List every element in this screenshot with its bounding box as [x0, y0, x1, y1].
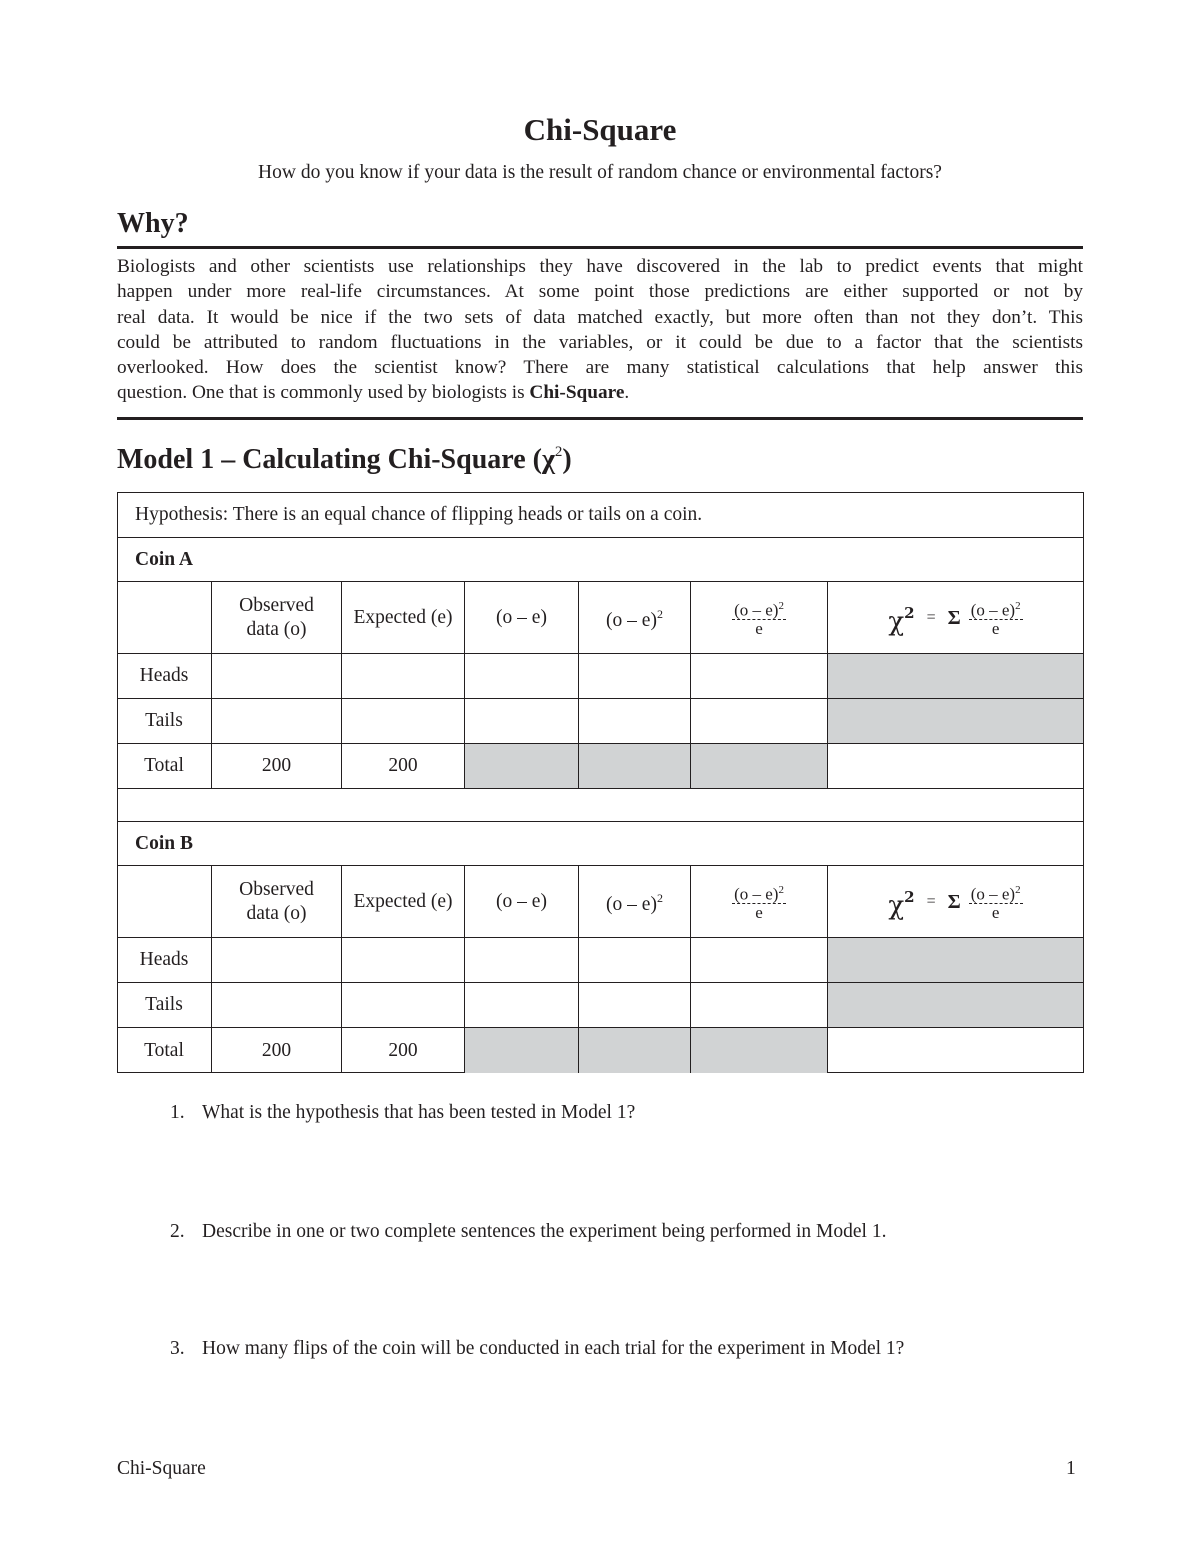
row-label: Tails: [117, 983, 212, 1028]
header-o-minus-e: (o – e): [465, 582, 579, 654]
header-blank: [117, 866, 212, 938]
question-number: 2.: [170, 1221, 185, 1242]
coin-title: Coin B: [117, 822, 1083, 866]
header-observed: [212, 866, 342, 938]
page-title: Chi-Square: [523, 112, 677, 147]
observed-label: Observed data (o): [239, 594, 314, 640]
fraction: [969, 881, 1023, 923]
why-last-bold: Chi-Square: [529, 382, 625, 404]
row-label: Tails: [117, 699, 212, 744]
blank-cell: [465, 699, 579, 744]
why-line: happen under more real-life circumstances. At some point those predictions are either supported or not by: [117, 281, 1083, 303]
equals-sign: =: [926, 892, 936, 910]
chi-symbol: $\chi^2$: [888, 604, 915, 637]
fraction-denominator: e: [991, 619, 1000, 639]
model-heading: [117, 444, 572, 476]
header-chi-square: [828, 582, 1083, 654]
row-label: Total: [117, 744, 212, 789]
row-label: Heads: [117, 938, 212, 983]
blank-cell: [579, 654, 691, 699]
question-number: 3.: [170, 1338, 185, 1359]
header-expected: Expected (e): [342, 582, 465, 654]
fraction-denominator: e: [755, 619, 763, 639]
row-label: Heads: [117, 654, 212, 699]
row-label: Total: [117, 1028, 212, 1073]
page-number: 1: [1066, 1458, 1076, 1479]
blank-cell: [691, 654, 828, 699]
why-line: real data. It would be nice if the two sets of data matched exactly, but more often than not they don’t. This: [117, 306, 1083, 328]
header-chi-square: [828, 866, 1083, 938]
blank-cell: [579, 938, 691, 983]
equals-sign: =: [926, 608, 936, 626]
fraction: [732, 597, 786, 639]
fraction-numerator: (o – e)$^2$: [732, 881, 786, 905]
blank-cell: [579, 983, 691, 1028]
question-1: [170, 1102, 635, 1124]
fraction: [732, 881, 786, 923]
fraction-numerator: (o – e)$^2$: [969, 597, 1023, 621]
expected-cell: [342, 983, 465, 1028]
why-line: could be attributed to random fluctuations in the variables, or it could be due to a factor that the scientists: [117, 331, 1083, 353]
divider: [117, 417, 1083, 420]
question-2: [170, 1221, 886, 1243]
blank-cell: [691, 938, 828, 983]
footer-title: Chi-Square: [117, 1458, 206, 1479]
question-text: Describe in one or two complete sentences the experiment being performed in Model 1.: [202, 1221, 887, 1242]
expected-cell: [342, 654, 465, 699]
fraction-denominator: e: [755, 903, 763, 923]
chi-square-total-cell: [828, 744, 1083, 789]
model-heading-close: ): [562, 444, 572, 475]
blank-cell: [465, 654, 579, 699]
divider: [117, 246, 1083, 249]
shaded-cell: [465, 1028, 579, 1073]
shaded-cell: [691, 744, 828, 789]
fraction-denominator: e: [991, 903, 1000, 923]
observed-cell: [212, 699, 342, 744]
header-fraction: [691, 582, 828, 654]
blank-cell: [465, 983, 579, 1028]
model-heading-sup: 2: [554, 444, 563, 460]
model-heading-text: Model 1 – Calculating Chi-Square (χ: [117, 444, 555, 475]
question-number: 1.: [170, 1102, 185, 1123]
observed-label: Observed data (o): [239, 878, 314, 924]
shaded-cell: [828, 938, 1083, 983]
fraction-numerator: (o – e)$^2$: [732, 597, 786, 621]
header-expected: Expected (e): [342, 866, 465, 938]
header-observed: [212, 582, 342, 654]
why-paragraph: [117, 254, 1083, 406]
shaded-cell: [691, 1028, 828, 1073]
observed-cell: 200: [212, 744, 342, 789]
fraction-numerator: (o – e)$^2$: [969, 881, 1023, 905]
shaded-cell: [828, 654, 1083, 699]
why-last-suffix: .: [624, 382, 630, 404]
why-line: Biologists and other scientists use relationships they have discovered in the lab to predict events that might: [117, 256, 1083, 277]
chi-square-formula: [888, 881, 1022, 923]
observed-cell: [212, 654, 342, 699]
shaded-cell: [579, 744, 691, 789]
blank-cell: [579, 699, 691, 744]
observed-cell: [212, 983, 342, 1028]
sigma-symbol: Σ: [947, 890, 961, 913]
blank-cell: [465, 938, 579, 983]
sigma-symbol: Σ: [947, 606, 961, 629]
header-o-minus-e-squared: (o – e)$^2$: [579, 866, 691, 938]
table-spacer: [117, 789, 1083, 822]
coin-title: Coin A: [117, 538, 1083, 582]
page-subtitle: How do you know if your data is the result of random chance or environmental factors?: [258, 162, 942, 183]
header-blank: [117, 582, 212, 654]
blank-cell: [691, 699, 828, 744]
blank-cell: [691, 983, 828, 1028]
fraction: [969, 597, 1023, 639]
expected-cell: 200: [342, 744, 465, 789]
expected-cell: [342, 938, 465, 983]
why-last-prefix: question. One that is commonly used by biologists is: [117, 382, 530, 404]
observed-cell: 200: [212, 1028, 342, 1073]
why-line: overlooked. How does the scientist know? There are many statistical calculations that help answer this: [117, 357, 1083, 379]
header-o-minus-e-squared: (o – e)$^2$: [579, 582, 691, 654]
shaded-cell: [828, 983, 1083, 1028]
hypothesis-row: Hypothesis: There is an equal chance of flipping heads or tails on a coin.: [117, 492, 1083, 538]
why-line-last: [117, 380, 1083, 405]
expected-cell: [342, 699, 465, 744]
shaded-cell: [579, 1028, 691, 1073]
header-o-minus-e: (o – e): [465, 866, 579, 938]
shaded-cell: [828, 699, 1083, 744]
chi-square-formula: [888, 597, 1022, 639]
question-text: What is the hypothesis that has been tested in Model 1?: [202, 1102, 636, 1123]
header-fraction: [691, 866, 828, 938]
question-3: [170, 1338, 904, 1360]
why-heading: Why?: [117, 208, 189, 239]
observed-cell: [212, 938, 342, 983]
chi-symbol: $\chi^2$: [888, 888, 915, 921]
expected-cell: 200: [342, 1028, 465, 1073]
chi-square-total-cell: [828, 1028, 1083, 1073]
shaded-cell: [465, 744, 579, 789]
question-text: How many flips of the coin will be conducted in each trial for the experiment in Model 1?: [202, 1338, 905, 1359]
